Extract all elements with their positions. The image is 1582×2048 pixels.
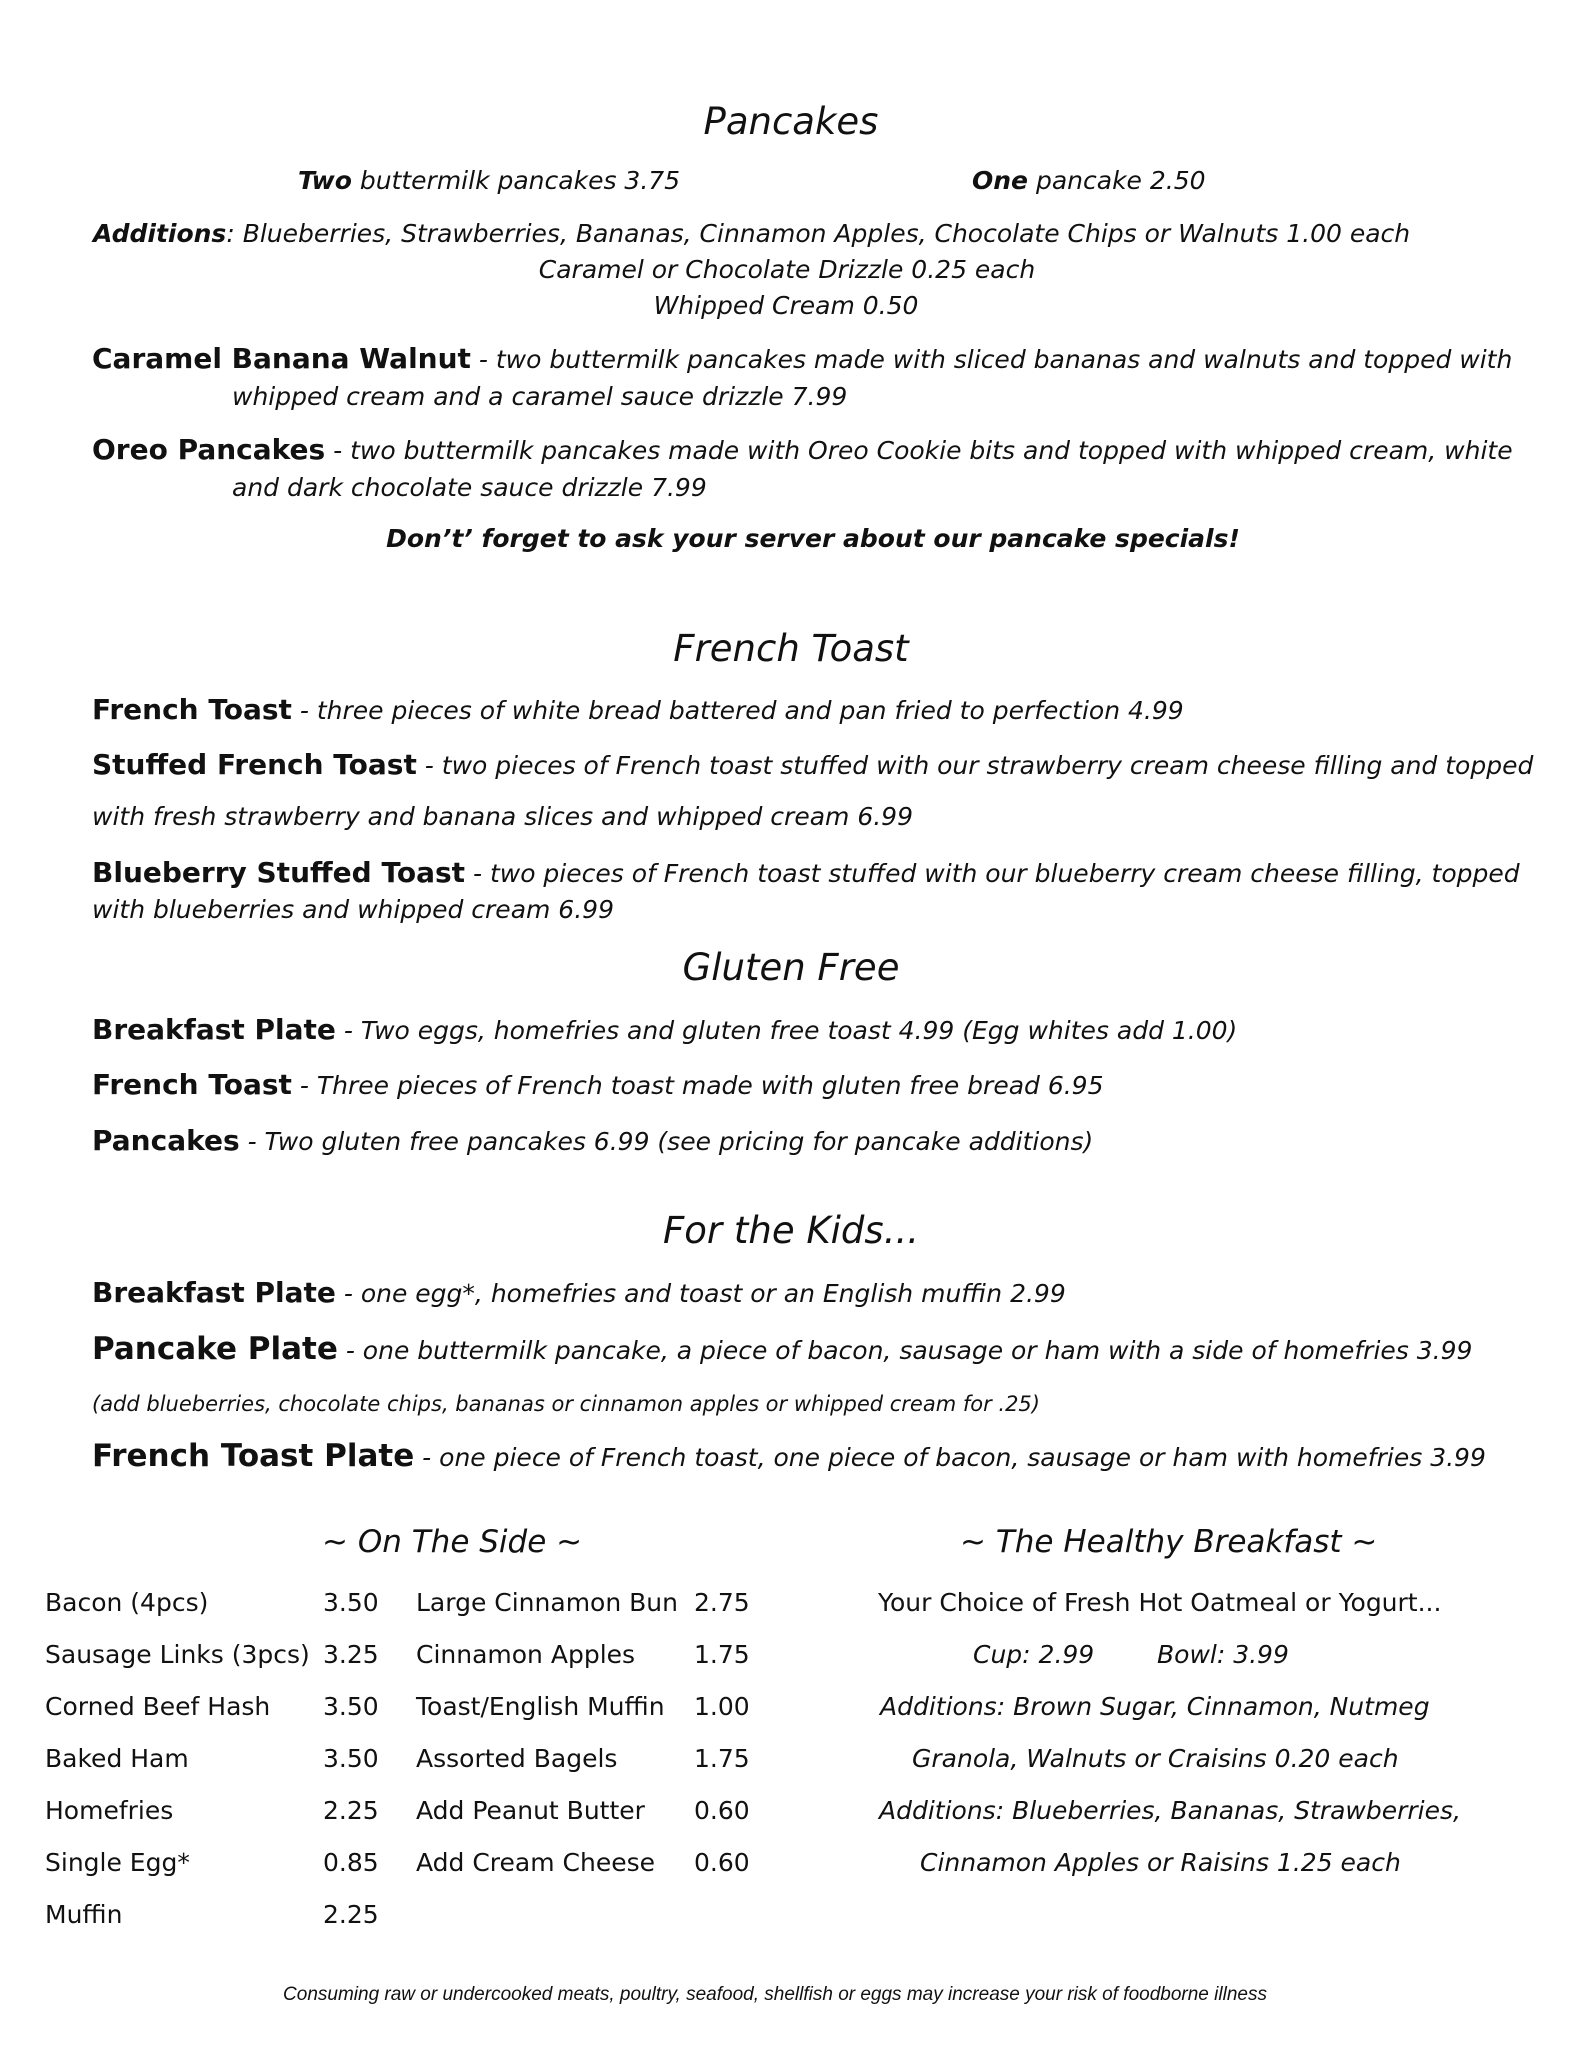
item-desc: - one egg*, homefries and toast or an English muffin 2.99 [335, 1279, 1066, 1308]
additions-line-3: Whipped Cream 0.50 [653, 291, 919, 320]
on-the-side-heading: ~ On The Side ~ [322, 1524, 583, 1560]
item-desc: - two buttermilk pancakes made with sliced bananas and walnuts and topped with [470, 345, 1513, 374]
healthy-additions-4: Cinnamon Apples or Raisins 1.25 each [920, 1848, 1401, 1877]
side-item-name: Add Peanut Butter [416, 1796, 645, 1825]
pancake-additions [93, 219, 1410, 248]
side-item-price: 2.75 [694, 1588, 750, 1617]
menu-item [92, 1068, 1104, 1101]
side-item-name: Large Cinnamon Bun [416, 1588, 678, 1617]
side-item-name: Corned Beef Hash [45, 1692, 271, 1721]
side-item-price: 1.75 [694, 1640, 750, 1669]
item-name: Stuffed French Toast [92, 748, 417, 781]
item-name: Caramel Banana Walnut [92, 342, 471, 375]
item-desc: - Two gluten free pancakes 6.99 (see pricing for pancake additions) [239, 1127, 1094, 1156]
side-item-name: Muffin [45, 1900, 123, 1929]
item-name: Blueberry Stuffed Toast [92, 856, 466, 889]
side-item-price: 2.25 [323, 1796, 379, 1825]
foodborne-illness-disclaimer: Consuming raw or undercooked meats, poultry, seafood, shellfish or eggs may increase your risk of foodborne illness [283, 1984, 1267, 2005]
item-desc-cont: with fresh strawberry and banana slices and whipped cream 6.99 [92, 802, 913, 831]
side-item-price: 1.00 [694, 1692, 750, 1721]
pancakes-heading: Pancakes [703, 100, 879, 143]
menu-item [92, 342, 1512, 375]
side-item-name: Cinnamon Apples [416, 1640, 636, 1669]
side-item-name: Bacon (4pcs) [45, 1588, 209, 1617]
menu-item [92, 1276, 1066, 1309]
french-toast-heading: French Toast [673, 627, 909, 670]
item-desc: - one buttermilk pancake, a piece of bacon, sausage or ham with a side of homefries 3.99 [337, 1336, 1473, 1365]
side-item-price: 3.50 [323, 1588, 379, 1617]
menu-item [92, 433, 1513, 466]
item-desc: - three pieces of white bread battered and pan fried to perfection 4.99 [291, 696, 1184, 725]
side-item-price: 3.25 [323, 1640, 379, 1669]
side-item-price: 0.60 [694, 1848, 750, 1877]
two-text: buttermilk pancakes 3.75 [359, 166, 681, 195]
side-item-price: 3.50 [323, 1744, 379, 1773]
item-desc-cont: and dark chocolate sauce drizzle 7.99 [232, 473, 707, 502]
item-desc: - two buttermilk pancakes made with Oreo Cookie bits and topped with whipped cream, white [325, 436, 1513, 465]
item-name: French Toast [92, 693, 292, 726]
additions-line-2: Caramel or Chocolate Drizzle 0.25 each [538, 255, 1036, 284]
healthy-additions-1: Additions: Brown Sugar, Cinnamon, Nutmeg [880, 1692, 1430, 1721]
item-desc: - two pieces of French toast stuffed with our strawberry cream cheese filling and topped [416, 751, 1534, 780]
side-item-name: Sausage Links (3pcs) [45, 1640, 310, 1669]
kids-additions-note: (add blueberries, chocolate chips, bananas or cinnamon apples or whipped cream for .25) [92, 1392, 1040, 1416]
additions-label: Additions [93, 219, 227, 248]
healthy-additions-3: Additions: Blueberries, Bananas, Strawberries, [879, 1796, 1461, 1825]
item-name: Pancake Plate [92, 1331, 338, 1367]
item-desc: - two pieces of French toast stuffed with our blueberry cream cheese filling, topped [465, 859, 1520, 888]
item-desc: - Two eggs, homefries and gluten free toast 4.99 (Egg whites add 1.00) [335, 1016, 1238, 1045]
item-desc: - Three pieces of French toast made with gluten free bread 6.95 [291, 1071, 1104, 1100]
two-pancakes-price [298, 166, 680, 195]
menu-item [92, 1013, 1237, 1046]
pancake-specials-note: Don’t’ forget to ask your server about our pancake specials! [386, 524, 1240, 553]
item-name: French Toast [92, 1068, 292, 1101]
menu-item [92, 1438, 1486, 1474]
item-name: Breakfast Plate [92, 1276, 336, 1309]
item-name: Breakfast Plate [92, 1013, 336, 1046]
side-item-name: Assorted Bagels [416, 1744, 618, 1773]
healthy-bowl-price: Bowl: 3.99 [1157, 1640, 1289, 1669]
menu-item [92, 748, 1533, 781]
healthy-choice: Your Choice of Fresh Hot Oatmeal or Yogurt... [878, 1588, 1442, 1617]
side-item-price: 0.60 [694, 1796, 750, 1825]
side-item-price: 3.50 [323, 1692, 379, 1721]
item-name: Oreo Pancakes [92, 433, 326, 466]
item-name: French Toast Plate [92, 1438, 415, 1474]
side-item-name: Baked Ham [45, 1744, 189, 1773]
side-item-price: 1.75 [694, 1744, 750, 1773]
one-pancake-price [972, 166, 1206, 195]
side-item-price: 0.85 [323, 1848, 379, 1877]
side-item-name: Add Cream Cheese [416, 1848, 656, 1877]
menu-item [92, 693, 1184, 726]
healthy-cup-price: Cup: 2.99 [973, 1640, 1095, 1669]
side-item-name: Toast/English Muffin [416, 1692, 665, 1721]
item-desc: - one piece of French toast, one piece of bacon, sausage or ham with homefries 3.99 [414, 1443, 1486, 1472]
gluten-free-heading: Gluten Free [682, 946, 900, 989]
side-item-name: Single Egg* [45, 1848, 190, 1877]
healthy-additions-2: Granola, Walnuts or Craisins 0.20 each [912, 1744, 1399, 1773]
item-name: Pancakes [92, 1124, 240, 1157]
menu-item [92, 1124, 1093, 1157]
kids-heading: For the Kids... [663, 1209, 919, 1252]
healthy-heading: ~ The Healthy Breakfast ~ [960, 1524, 1378, 1560]
menu-item [92, 1331, 1472, 1367]
side-item-price: 2.25 [323, 1900, 379, 1929]
item-desc-cont: whipped cream and a caramel sauce drizzle 7.99 [232, 382, 848, 411]
menu-item [92, 856, 1520, 889]
two-label: Two [298, 166, 352, 195]
additions-line-1: : Blueberries, Strawberries, Bananas, Cinnamon Apples, Chocolate Chips or Walnuts 1.00 each [226, 219, 1411, 248]
one-text: pancake 2.50 [1035, 166, 1206, 195]
one-label: One [972, 166, 1029, 195]
item-desc-cont: with blueberries and whipped cream 6.99 [92, 895, 614, 924]
side-item-name: Homefries [45, 1796, 174, 1825]
